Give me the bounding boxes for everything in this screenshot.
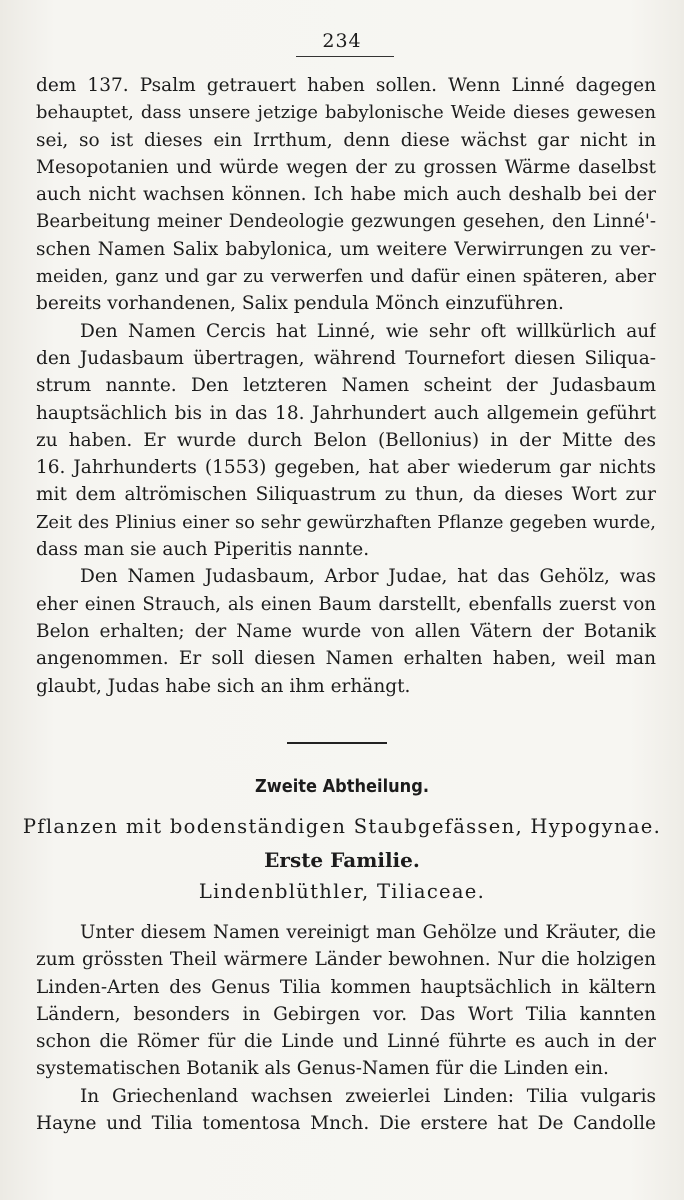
text-line: schon die Römer für die Linde und Linné führte es auch in der	[36, 1031, 656, 1053]
text-line: zum grössten Theil wärmere Länder bewohnen. Nur die holzigen	[36, 949, 656, 971]
page-number-rule	[296, 56, 394, 57]
bottom-text-block	[36, 919, 656, 1137]
top-text-block	[36, 72, 656, 700]
text-line: strum nannte. Den letzteren Namen scheint der Judasbaum	[36, 375, 656, 397]
text-line: behauptet, dass unsere jetzige babylonische Weide dieses gewesen	[36, 102, 656, 124]
text-line: sei, so ist dieses ein Irrthum, denn diese wächst gar nicht in	[36, 129, 656, 151]
text-line: Hayne und Tilia tomentosa Mnch. Die erstere hat De Candolle	[36, 1113, 656, 1135]
text-line: Ländern, besonders in Gebirgen vor. Das Wort Tilia kannten	[36, 1003, 656, 1025]
text-line: zu haben. Er wurde durch Belon (Bellonius) in der Mitte des	[36, 429, 656, 451]
text-line: hauptsächlich bis in das 18. Jahrhundert auch allgemein geführt	[36, 402, 656, 424]
text-line: glaubt, Judas habe sich an ihm erhängt.	[36, 675, 411, 697]
text-line: dass man sie auch Piperitis nannte.	[36, 539, 370, 561]
text-line: Den Namen Cercis hat Linné, wie sehr oft willkürlich auf	[80, 320, 656, 342]
text-line: Mesopotanien und würde wegen der zu grossen Wärme daselbst	[36, 156, 656, 178]
text-line: angenommen. Er soll diesen Namen erhalten haben, weil man	[36, 648, 656, 670]
text-line: 16. Jahrhunderts (1553) gegeben, hat aber wiederum gar nichts	[36, 457, 656, 479]
page-number: 234	[322, 30, 362, 52]
text-line: eher einen Strauch, als einen Baum darstellt, ebenfalls zuerst von	[36, 593, 656, 615]
text-line: bereits vorhandenen, Salix pendula Mönch einzuführen.	[36, 293, 564, 315]
text-line: In Griechenland wachsen zweierlei Linden: Tilia vulgaris	[80, 1085, 656, 1107]
text-line: den Judasbaum übertragen, während Tournefort diesen Siliqua-	[36, 347, 656, 369]
text-line: schen Namen Salix babylonica, um weitere Verwirrungen zu ver-	[36, 238, 656, 260]
text-line: Belon erhalten; der Name wurde von allen Vätern der Botanik	[36, 620, 656, 642]
text-line: systematischen Botanik als Genus-Namen für die Linden ein.	[36, 1058, 609, 1080]
text-line: Bearbeitung meiner Dendeologie gezwungen gesehen, den Linné'-	[36, 211, 656, 233]
text-line: Den Namen Judasbaum, Arbor Judae, hat das Gehölz, was	[80, 566, 656, 588]
section-heading: Zweite Abtheilung.	[255, 776, 429, 797]
text-line: Unter diesem Namen vereinigt man Gehölze und Kräuter, die	[80, 922, 656, 943]
text-line: Linden-Arten des Genus Tilia kommen hauptsächlich in kältern	[36, 976, 656, 998]
section-subtitle: Pflanzen mit bodenständigen Staubgefässen, Hypogynae.	[22, 815, 662, 838]
text-line: auch nicht wachsen können. Ich habe mich auch deshalb bei der	[36, 184, 656, 206]
text-line: meiden, ganz und gar zu verwerfen und dafür einen späteren, aber	[36, 266, 656, 288]
family-name: Lindenblüthler, Tiliaceae.	[198, 880, 486, 903]
text-line: Zeit des Plinius einer so sehr gewürzhaften Pflanze gegeben wurde,	[36, 511, 656, 533]
text-line: dem 137. Psalm getrauert haben sollen. Wenn Linné dagegen	[36, 75, 656, 96]
section-divider	[287, 742, 387, 744]
text-line: mit dem altrömischen Siliquastrum zu thun, da dieses Wort zur	[36, 484, 656, 506]
family-heading: Erste Familie.	[264, 848, 420, 872]
